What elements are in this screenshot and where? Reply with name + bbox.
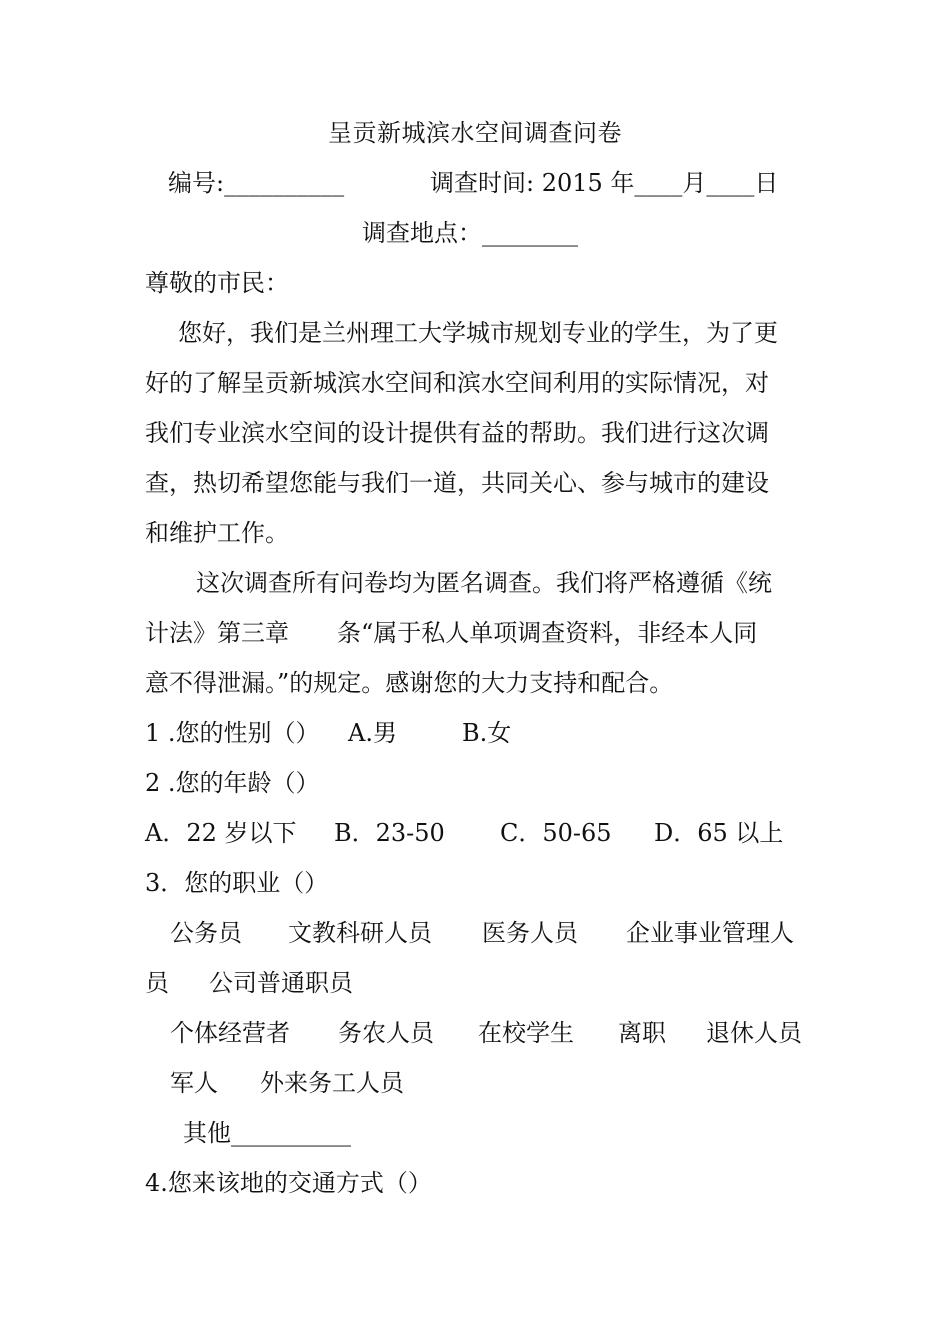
- intro-paragraph-2-line-1: 这次调查所有问卷均为匿名调查。我们将严格遵循《统: [196, 569, 772, 597]
- question-3-option: 离职: [618, 1019, 666, 1047]
- intro-paragraph-2-line-2: 计法》第三章 条“属于私人单项调查资料，非经本人同: [145, 619, 758, 647]
- question-2-option-b: B．23-50: [334, 819, 445, 847]
- question-1-option-a: A.男: [348, 719, 397, 747]
- question-3-option: 个体经营者: [170, 1019, 290, 1047]
- question-3-option-wrap: 员: [145, 969, 169, 997]
- question-3-option: 退休人员: [706, 1019, 802, 1047]
- intro-paragraph-1-line-4: 查，热切希望您能与我们一道，共同关心、参与城市的建设: [145, 469, 769, 497]
- survey-time-field: 调查时间: 2015 年____月____日: [430, 169, 779, 197]
- survey-place-field: 调查地点：________: [362, 219, 578, 247]
- question-2-option-c: C．50-65: [500, 819, 612, 847]
- question-3-option: 外来务工人员: [260, 1069, 404, 1097]
- intro-paragraph-1-line-2: 好的了解呈贡新城滨水空间和滨水空间利用的实际情况，对: [145, 369, 769, 397]
- question-3-option: 军人: [170, 1069, 218, 1097]
- question-3-option: 公司普通职员: [209, 969, 353, 997]
- intro-paragraph-2-line-3: 意不得泄漏。”的规定。感谢您的大力支持和配合。: [145, 669, 674, 697]
- question-4-label: 4.您来该地的交通方式（）: [145, 1169, 432, 1197]
- question-3-label: 3．您的职业（）: [145, 869, 329, 897]
- question-3-option: 企业事业管理人: [626, 919, 794, 947]
- question-3-option: 务农人员: [338, 1019, 434, 1047]
- question-2-label: 2 .您的年龄（）: [145, 769, 320, 797]
- question-3-other-field: 其他__________: [183, 1119, 351, 1147]
- question-3-option: 文教科研人员: [288, 919, 432, 947]
- serial-number-field: 编号:__________: [168, 169, 345, 197]
- question-3-option: 在校学生: [478, 1019, 574, 1047]
- intro-paragraph-1-line-1: 您好，我们是兰州理工大学城市规划专业的学生，为了更: [178, 319, 778, 347]
- intro-paragraph-1-line-3: 我们专业滨水空间的设计提供有益的帮助。我们进行这次调: [145, 419, 769, 447]
- page-title: 呈贡新城滨水空间调查问卷: [328, 119, 622, 147]
- greeting: 尊敬的市民：: [145, 269, 289, 297]
- question-1-option-b: B.女: [462, 719, 512, 747]
- question-1-label: 1 .您的性别（）: [145, 719, 320, 747]
- question-2-option-d: D．65 以上: [654, 819, 784, 847]
- question-2-option-a: A．22 岁以下: [145, 819, 297, 847]
- question-3-option: 医务人员: [482, 919, 578, 947]
- question-3-option: 公务员: [170, 919, 242, 947]
- intro-paragraph-1-line-5: 和维护工作。: [145, 519, 289, 547]
